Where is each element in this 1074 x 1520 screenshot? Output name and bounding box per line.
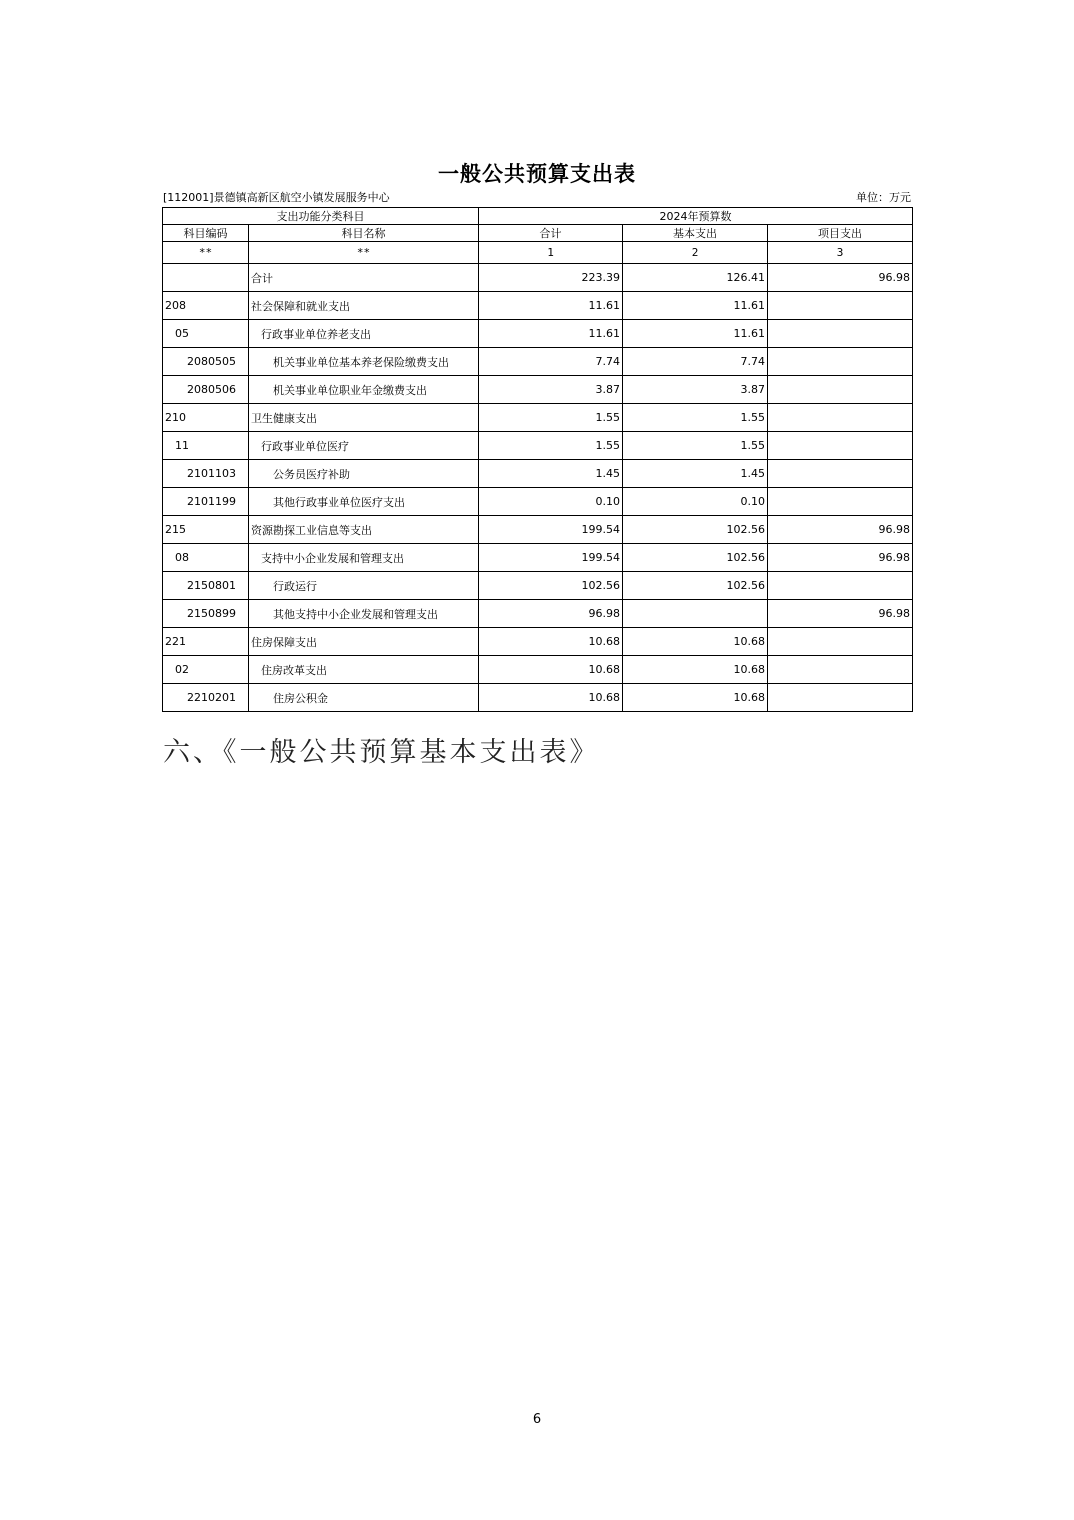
table-row: [163, 628, 913, 656]
header-row-columns: [163, 225, 913, 242]
row-name: 行政事业单位养老支出: [249, 320, 479, 348]
row-name: 其他支持中小企业发展和管理支出: [249, 600, 479, 628]
mark-name: **: [249, 242, 479, 264]
row-total: 223.39: [479, 264, 623, 292]
row-project: 96.98: [768, 516, 913, 544]
row-code: 2210201: [163, 684, 249, 712]
row-total: 10.68: [479, 656, 623, 684]
row-basic: 126.41: [623, 264, 768, 292]
row-name: 住房公积金: [249, 684, 479, 712]
row-total: 10.68: [479, 628, 623, 656]
index-basic: 2: [623, 242, 768, 264]
table-row: [163, 264, 913, 292]
row-name: 资源勘探工业信息等支出: [249, 516, 479, 544]
row-total: 1.55: [479, 432, 623, 460]
header-project: 项目支出: [768, 225, 913, 242]
row-code: 210: [163, 404, 249, 432]
row-basic: 102.56: [623, 572, 768, 600]
row-project: [768, 320, 913, 348]
row-basic: 7.74: [623, 348, 768, 376]
row-basic: 10.68: [623, 656, 768, 684]
row-basic: [623, 600, 768, 628]
row-name: 支持中小企业发展和管理支出: [249, 544, 479, 572]
header-code: 科目编码: [163, 225, 249, 242]
header-row-group: [163, 208, 913, 225]
header-name: 科目名称: [249, 225, 479, 242]
table-row: [163, 656, 913, 684]
section-heading: 六、《一般公共预算基本支出表》: [163, 737, 600, 768]
row-code: 221: [163, 628, 249, 656]
row-code: 215: [163, 516, 249, 544]
table-row: [163, 432, 913, 460]
row-total: 199.54: [479, 544, 623, 572]
row-project: [768, 432, 913, 460]
row-total: 7.74: [479, 348, 623, 376]
row-name: 合计: [249, 264, 479, 292]
row-name: 机关事业单位职业年金缴费支出: [249, 376, 479, 404]
row-project: [768, 628, 913, 656]
unit-label: 单位：万元: [856, 191, 911, 204]
row-project: [768, 684, 913, 712]
table-row: [163, 572, 913, 600]
row-total: 199.54: [479, 516, 623, 544]
row-total: 11.61: [479, 292, 623, 320]
table-row: [163, 600, 913, 628]
row-total: 0.10: [479, 488, 623, 516]
row-total: 1.55: [479, 404, 623, 432]
row-name: 住房改革支出: [249, 656, 479, 684]
header-budget-group: 2024年预算数: [479, 208, 913, 225]
row-project: [768, 292, 913, 320]
row-basic: 102.56: [623, 516, 768, 544]
row-basic: 11.61: [623, 320, 768, 348]
row-project: [768, 488, 913, 516]
row-code: 02: [163, 656, 249, 684]
row-name: 住房保障支出: [249, 628, 479, 656]
row-project: 96.98: [768, 600, 913, 628]
row-project: 96.98: [768, 544, 913, 572]
row-basic: 11.61: [623, 292, 768, 320]
table-row: [163, 488, 913, 516]
row-basic: 10.68: [623, 684, 768, 712]
row-project: [768, 404, 913, 432]
row-basic: 1.45: [623, 460, 768, 488]
row-basic: 1.55: [623, 432, 768, 460]
row-code: 11: [163, 432, 249, 460]
organization-label: [112001]景德镇高新区航空小镇发展服务中心: [163, 191, 390, 204]
row-project: [768, 572, 913, 600]
header-func-group: 支出功能分类科目: [163, 208, 479, 225]
row-project: [768, 460, 913, 488]
row-name: 行政事业单位医疗: [249, 432, 479, 460]
row-name: 行政运行: [249, 572, 479, 600]
table-title: 一般公共预算支出表: [438, 161, 636, 186]
header-total: 合计: [479, 225, 623, 242]
row-code: 2101199: [163, 488, 249, 516]
row-project: [768, 348, 913, 376]
table-row: [163, 376, 913, 404]
row-basic: 1.55: [623, 404, 768, 432]
row-basic: 3.87: [623, 376, 768, 404]
table-row: [163, 544, 913, 572]
table-row: [163, 292, 913, 320]
row-code: [163, 264, 249, 292]
row-code: 2150899: [163, 600, 249, 628]
table-row: [163, 320, 913, 348]
header-row-index: [163, 242, 913, 264]
row-project: [768, 656, 913, 684]
mark-code: **: [163, 242, 249, 264]
table-row: [163, 404, 913, 432]
row-code: 2101103: [163, 460, 249, 488]
row-total: 11.61: [479, 320, 623, 348]
row-basic: 102.56: [623, 544, 768, 572]
row-total: 102.56: [479, 572, 623, 600]
row-total: 3.87: [479, 376, 623, 404]
table-row: [163, 348, 913, 376]
row-code: 05: [163, 320, 249, 348]
header-basic: 基本支出: [623, 225, 768, 242]
row-total: 96.98: [479, 600, 623, 628]
row-name: 社会保障和就业支出: [249, 292, 479, 320]
row-code: 08: [163, 544, 249, 572]
row-code: 2150801: [163, 572, 249, 600]
row-code: 208: [163, 292, 249, 320]
row-basic: 0.10: [623, 488, 768, 516]
row-project: [768, 376, 913, 404]
row-name: 公务员医疗补助: [249, 460, 479, 488]
row-project: 96.98: [768, 264, 913, 292]
row-total: 1.45: [479, 460, 623, 488]
index-project: 3: [768, 242, 913, 264]
table-row: [163, 516, 913, 544]
table-row: [163, 460, 913, 488]
row-name: 机关事业单位基本养老保险缴费支出: [249, 348, 479, 376]
row-basic: 10.68: [623, 628, 768, 656]
page-number: 6: [532, 1412, 542, 1427]
row-code: 2080505: [163, 348, 249, 376]
row-name: 卫生健康支出: [249, 404, 479, 432]
row-code: 2080506: [163, 376, 249, 404]
row-name: 其他行政事业单位医疗支出: [249, 488, 479, 516]
budget-expenditure-table: [162, 207, 913, 712]
index-total: 1: [479, 242, 623, 264]
row-total: 10.68: [479, 684, 623, 712]
table-row: [163, 684, 913, 712]
